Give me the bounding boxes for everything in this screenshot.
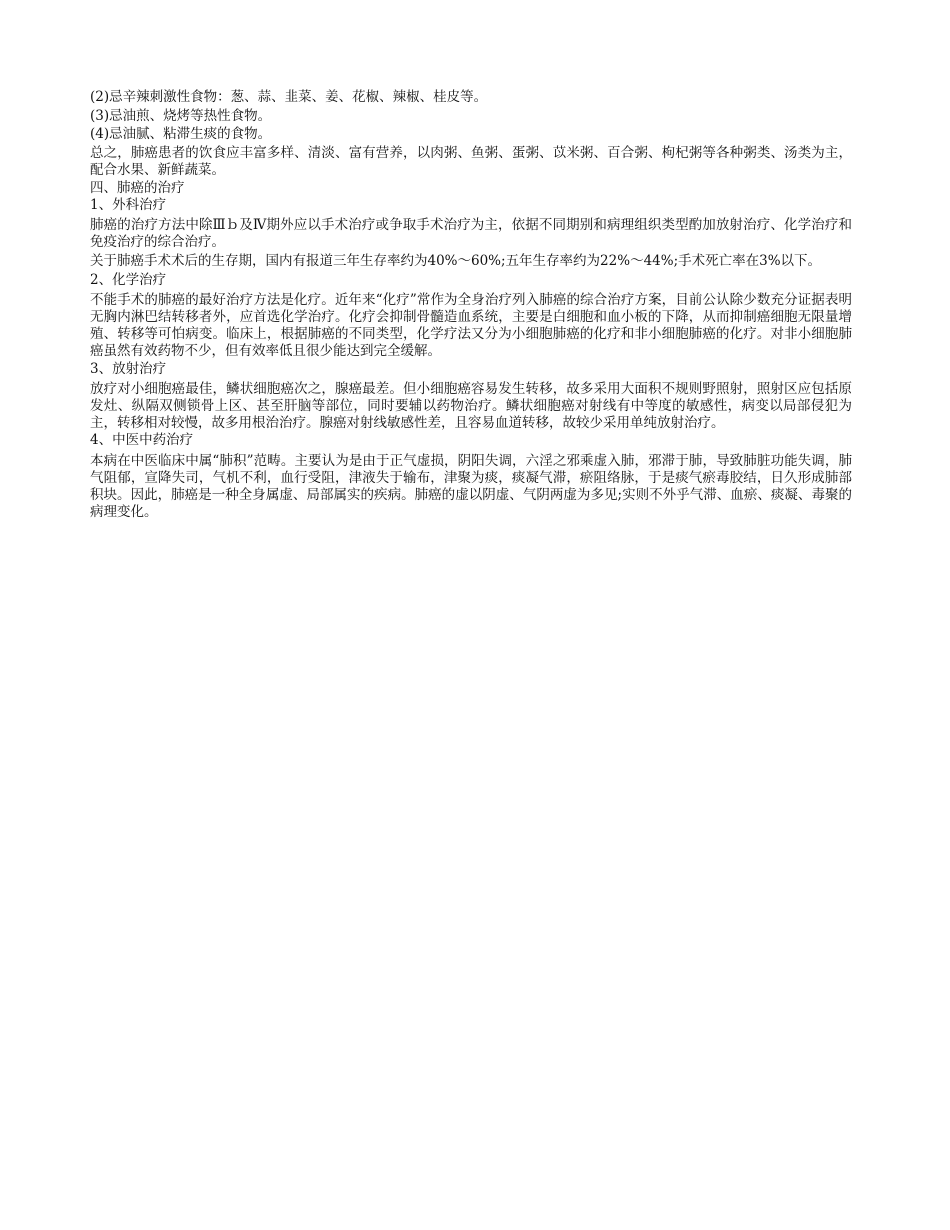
subheading-chemotherapy: 2、化学治疗 bbox=[90, 271, 167, 288]
surgery-paragraph-method: 肺癌的治疗方法中除Ⅲｂ及Ⅳ期外应以手术治疗或争取手术治疗为主，依据不同期别和病理组织类型酌加放射治疗、化学治疗和免疫治疗的综合治疗。 bbox=[90, 216, 852, 251]
chemotherapy-paragraph: 不能手术的肺癌的最好治疗方法是化疗。近年来“化疗”常作为全身治疗列入肺癌的综合治疗方案，目前公认除少数充分证据表明无胸内淋巴结转移者外，应首选化学治疗。化疗会抑制骨髓造血系统，主要是白细胞和血小板的下降，从而抑制癌细胞无限量增殖、转移等可怕病变。临床上，根据肺癌的不同类型，化学疗法又分为小细胞肺癌的化疗和非小细胞肺癌的化疗。对非小细胞肺癌虽然有效药物不少，但有效率低且很少能达到完全缓解。 bbox=[90, 291, 852, 360]
diet-item-fried: (3)忌油煎、烧烤等热性食物。 bbox=[90, 107, 272, 124]
radiotherapy-paragraph: 放疗对小细胞癌最佳，鳞状细胞癌次之，腺癌最差。但小细胞癌容易发生转移，故多采用大面积不规则野照射，照射区应包括原发灶、纵隔双侧锁骨上区、甚至肝脑等部位，同时要辅以药物治疗。鳞状细胞癌对射线有中等度的敏感性，病变以局部侵犯为主，转移相对较慢，故多用根治治疗。腺癌对射线敏感性差，且容易血道转移，故较少采用单纯放射治疗。 bbox=[90, 380, 852, 432]
surgery-paragraph-survival: 关于肺癌手术术后的生存期，国内有报道三年生存率约为40%～60%;五年生存率约为22%～44%;手术死亡率在3%以下。 bbox=[90, 252, 822, 269]
diet-summary-paragraph: 总之，肺癌患者的饮食应丰富多样、清淡、富有营养，以肉粥、鱼粥、蛋粥、苡米粥、百合粥、枸杞粥等各种粥类、汤类为主，配合水果、新鲜蔬菜。 bbox=[90, 145, 852, 179]
subheading-radiotherapy: 3、放射治疗 bbox=[90, 360, 167, 377]
diet-item-spicy: (2)忌辛辣刺激性食物：葱、蒜、韭菜、姜、花椒、辣椒、桂皮等。 bbox=[90, 89, 488, 105]
section-heading-treatment: 四、肺癌的治疗 bbox=[90, 179, 185, 196]
tcm-paragraph: 本病在中医临床中属“肺积”范畴。主要认为是由于正气虚损，阴阳失调，六淫之邪乘虚入肺，邪滞于肺，导致肺脏功能失调，肺气阻郁，宣降失司，气机不利，血行受阻，津液失于输布，津聚为痰，痰凝气滞，瘀阻络脉，于是痰气瘀毒胶结，日久形成肺部积块。因此，肺癌是一种全身属虚、局部属实的疾病。肺癌的虚以阴虚、气阴两虚为多见;实则不外乎气滞、血瘀、痰凝、毒聚的病理变化。 bbox=[90, 452, 852, 521]
subheading-tcm: 4、中医中药治疗 bbox=[90, 432, 194, 449]
document-body bbox=[90, 89, 852, 521]
subheading-surgery: 1、外科治疗 bbox=[90, 196, 167, 213]
diet-item-greasy: (4)忌油腻、粘滞生痰的食物。 bbox=[90, 126, 272, 143]
